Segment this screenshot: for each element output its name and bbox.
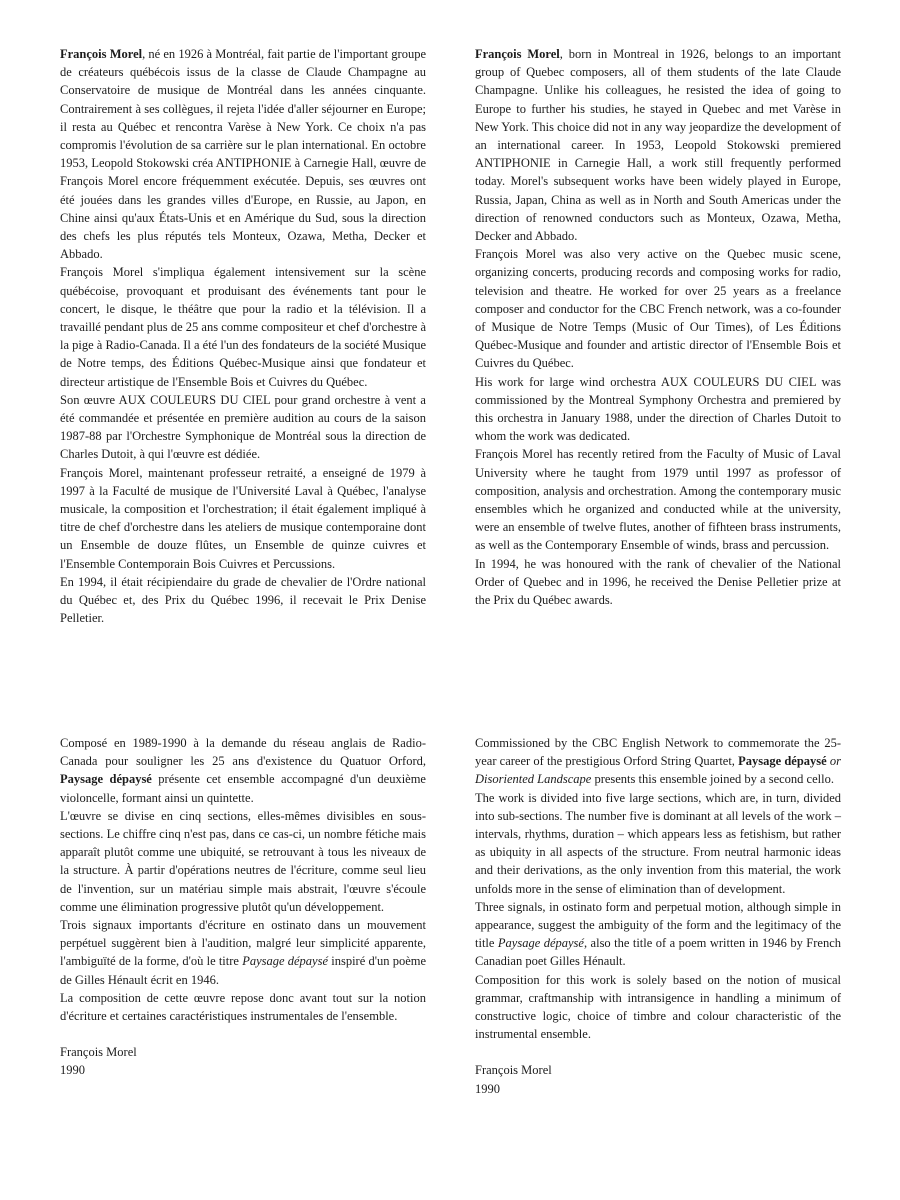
paragraph-text: , also the title of a poem written in 1946 by French Canadian poet Gilles Hénault. [475,936,841,969]
paragraph-text: Trois signaux importants d'écriture en ostinato dans un mouvement perpétuel suggèrent bien à l'audition, malgré leur simplicité apparente, l'ambiguïté de la forme, d'où le titre [60,918,426,969]
paragraph-text: Composé en 1989-1990 à la demande du réseau anglais de Radio-Canada pour souligner les 25 ans d'existence du Quatuor Orford, [60,736,426,769]
paragraph: La composition de cette œuvre repose donc avant tout sur la notion d'écriture et certaines caractéristiques instrumentales de l'ensemble. [60,990,426,1024]
work-title: Paysage dépaysé [242,954,329,969]
paragraph-text: inspiré d'un poème de Gilles Hénault écrit en 1946. [60,954,427,987]
paragraph [475,734,841,789]
paragraph: His work for large wind orchestra AUX COULEURS DU CIEL was commissioned by the Montreal Symphony Orchestra and premiered by this orchestra in January 1988, under the direction of Charles Dutoit to whom the work was dedicated. [475,374,841,444]
paragraph [60,45,426,263]
english-program-notes [475,734,841,1098]
signature-year: 1990 [475,1081,500,1096]
work-title-english: Disoriented Landscape [475,772,592,787]
signature-year: 1990 [60,1063,85,1078]
signature-name: François Morel [475,1063,552,1078]
composer-name: François Morel [60,47,143,61]
paragraph-text: , born in Montreal in 1926, belongs to an important group of Quebec composers, all of them students of the late Claude Champagne. Unlike his colleagues, he resisted the idea of going to Europe to further his studies, he stayed in Quebec and met Varèse in New York. This choice did not in any way jeopardize the development of an international career. In 1953, Leopold Stokowski premiered ANTIPHONIE in Carnegie Hall, a work still frequently performed today. Morel's subsequent works have been widely played in Europe, Russia, Japan, China as well as in North and South Americas under the direction of renowned conductors such as Monteux, Ozawa, Metha, Decker and Abbado. [475,47,841,244]
paragraph-text: or [826,754,841,769]
signature-name: François Morel [60,1045,137,1060]
paragraph: In 1994, he was honoured with the rank of chevalier of the National Order of Quebec and in 1996, he received the Denise Pelletier prize at the Prix du Québec awards. [475,556,841,608]
paragraph: Composition for this work is solely based on the notion of musical grammar, craftmanship with intransigence in handling a minimum of constructive logic, choice of timbre and colour characteristic of the instrumental ensemble. [475,972,841,1042]
paragraph: François Morel was also very active on the Quebec music scene, organizing concerts, producing records and composing works for radio, television and theatre. He worked for over 25 years as a freelance composer and conductor for the CBC French network, was a co-founder of Musique de Notre Temps (Music of Our Times), of Les Éditions Québec-Musique and founder and artistic director of l'Ensemble Bois et Cuivres du Québec. [475,247,841,371]
work-title: Paysage dépaysé [738,754,827,769]
english-biography [475,45,841,609]
signature [60,1043,426,1079]
paragraph-text: présente cet ensemble accompagné d'un deuxième violoncelle, formant ainsi un quintette. [60,772,426,805]
paragraph [475,45,841,245]
paragraph: François Morel has recently retired from the Faculty of Music of Laval University where he taught from 1979 until 1997 as professor of composition, analysis and orchestration. Among the contemporary music ensembles which he organized and conducted while at the university, were an ensemble of twelve flutes, another of fifhteen brass instruments, as well as the Contemporary Ensemble of winds, brass and percussion. [475,447,841,553]
french-program-notes [60,734,426,1080]
paragraph: En 1994, il était récipiendaire du grade de chevalier de l'Ordre national du Québec et, des Prix du Québec 1996, il recevait le Prix Denise Pelletier. [60,574,426,626]
work-title: Paysage dépaysé [60,772,152,787]
paragraph-text: presents this ensemble joined by a second cello. [591,772,834,787]
paragraph-text: Commissioned by the CBC English Network to commemorate the 25-year career of the prestigious Orford String Quartet, [475,736,841,769]
paragraph-text: Three signals, in ostinato form and perpetual motion, although simple in appearance, suggest the ambiguity of the form and the legitimacy of the title [475,899,841,951]
paragraph: François Morel s'impliqua également intensivement sur la scène québécoise, provoquant et produisant des événements tant pour le concert, le disque, le théâtre que pour la radio et la télévision. Il a travaillé pendant plus de 25 ans comme compositeur et chef d'orchestre à la pige à Radio-Canada. Il a été l'un des fondateurs de la société Musique de Notre temps, des Éditions Québec-Musique ainsi que fondateur et directeur artistique de l'Ensemble Bois et Cuivres du Québec. [60,265,427,389]
signature [475,1061,841,1097]
paragraph: L'œuvre se divise en cinq sections, elles-mêmes divisibles en sous-sections. Le chiffre cinq n'est pas, dans ce cas-ci, un nombre fétiche mais apparaît plutôt comme une ubiquité, se retrouvant à tous les niveaux de la structure. À partir d'opérations neutres de l'écriture, comme seul lieu de l'invention, sur un matériau simple mais abstrait, l'œuvre s'écoule comme une élimination progressive plutôt qu'un développement. [60,808,426,914]
paragraph [60,916,426,989]
composer-name: François Morel [475,47,560,61]
paragraph [475,898,841,971]
work-title: Paysage dépaysé [497,936,584,951]
french-biography [60,45,426,628]
paragraph: François Morel, maintenant professeur retraité, a enseigné de 1979 à 1997 à la Faculté de musique de l'Université Laval à Québec, l'analyse musicale, la composition et l'orchestration; il était également impliqué à titre de chef d'orchestre dans les ateliers de musique contemporaine dont un Ensemble de douze flûtes, un Ensemble de quinze cuivres et l'Ensemble Contemporain Bois Cuivres et Percussions. [60,465,426,571]
paragraph: The work is divided into five large sections, which are, in turn, divided into sub-sections. The number five is dominant at all levels of the work – intervals, rhythms, duration – which appears less as fetishism, but rather as ubiquity in all aspects of the structure. From neutral harmonic ideas and their derivations, as the only invention from this material, the work unfolds more in the sense of elimination than of development. [475,790,841,896]
paragraph [60,734,426,807]
paragraph-text: , né en 1926 à Montréal, fait partie de l'important groupe de créateurs québécois issus de la classe de Claude Champagne au Conservatoire de musique de Montréal dans les années cinquante. Contrairement à ses collègues, il rejeta l'idée d'aller séjourner en Europe; il resta au Québec et rencontra Varèse à New York. Ce choix n'a pas compromis l'évolution de sa carrière sur le plan international. En octobre 1953, Leopold Stokowski créa ANTIPHONIE à Carnegie Hall, œuvre de François Morel encore fréquemment exécutée. Depuis, ses œuvres ont été jouées dans les grandes villes d'Europe, en Russie, au Japon, en Chine ainsi qu'aux États-Unis et en Amérique du Sud, sous la direction des chefs les plus réputés tels Monteux, Ozawa, Metha, Decker et Abbado. [60,47,426,262]
paragraph: Son œuvre AUX COULEURS DU CIEL pour grand orchestre à vent a été commandée et présentée en première audition au cours de la saison 1987-88 par l'Orchestre Symphonique de Montréal sous la direction de Charles Dutoit, à qui l'œuvre est dédiée. [60,392,426,462]
